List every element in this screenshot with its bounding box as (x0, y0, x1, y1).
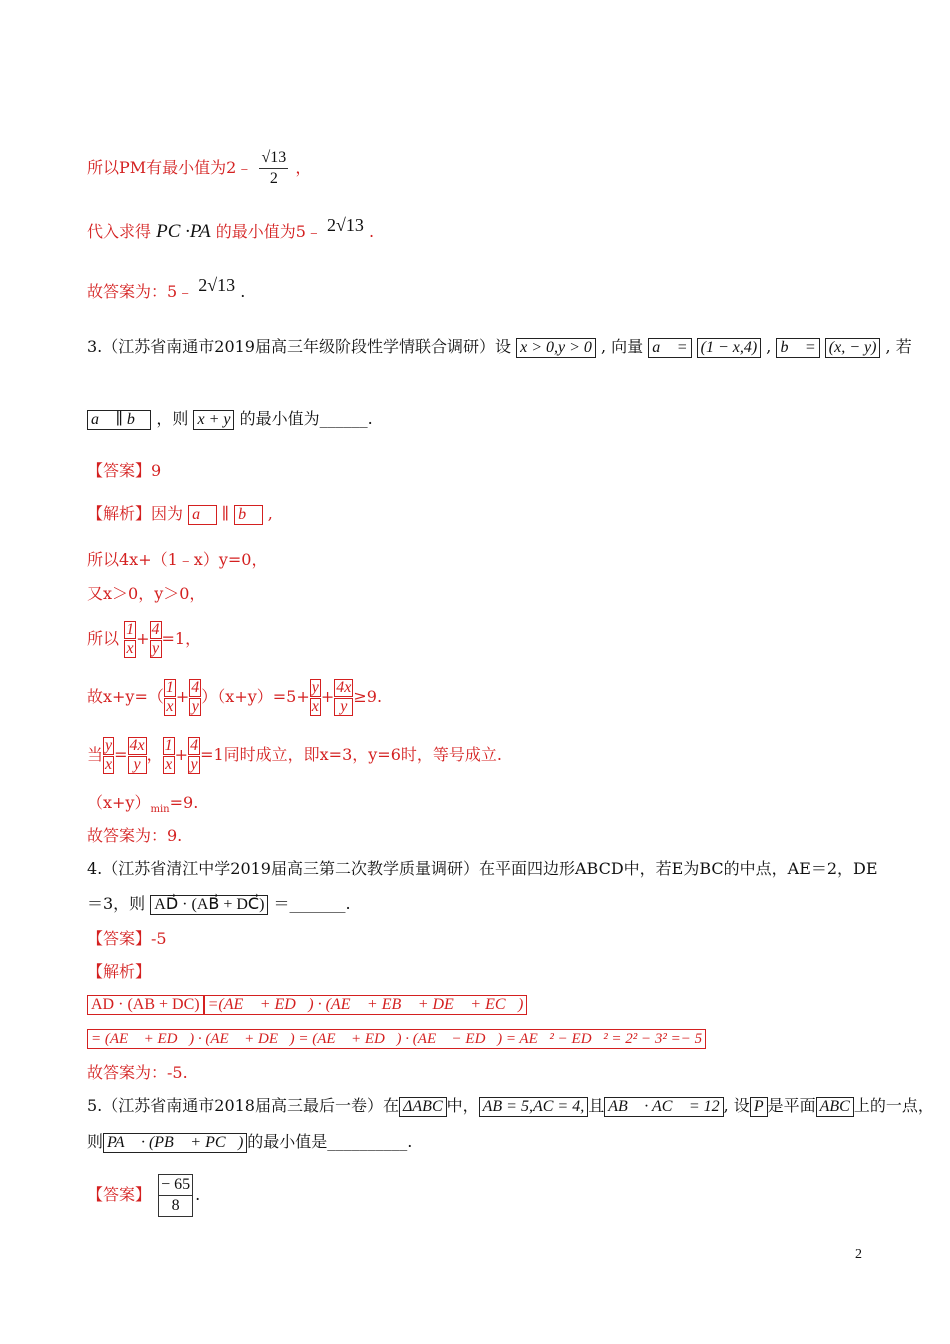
math-box: PA⃗ · (PB⃗ + PC⃗) (103, 1133, 247, 1153)
math-box: (1 − x,4) (697, 338, 762, 358)
analysis-step: 故答案为：9. (87, 826, 183, 845)
solution-answer-line (87, 275, 246, 303)
solution-line-substitute (87, 215, 375, 243)
analysis-label-q4: 【解析】 (87, 962, 152, 981)
answer-label: 【答案】 (87, 461, 152, 480)
text: =9. (169, 793, 199, 812)
text: ≥9. (353, 687, 383, 706)
answer-label: 【答案】 (87, 929, 152, 948)
text: ＝_______. (273, 894, 351, 913)
math-box: b⃗ = (776, 338, 819, 358)
math-value: 2√13 (198, 275, 236, 295)
text: =1， (161, 629, 202, 648)
math-box: =(AE⃗ + ED⃗) · (AE⃗ + EB⃗ + DE⃗ + EC⃗) (204, 995, 528, 1015)
stacked-fraction (103, 736, 114, 775)
numerator: − 65 (159, 1175, 192, 1196)
text: ，则 (156, 409, 189, 428)
stacked-fraction (188, 736, 200, 775)
text: 中， (446, 1096, 479, 1115)
denominator: y (188, 756, 200, 774)
text: . (369, 222, 375, 241)
numerator: 1 (164, 737, 173, 754)
answer-value: 9 (151, 461, 162, 480)
text: , 设 (723, 1096, 750, 1115)
text: 且 (588, 1096, 605, 1115)
numerator: 4 (191, 679, 200, 696)
text: 上的一点， (853, 1096, 934, 1115)
denominator: x (311, 698, 319, 715)
analysis-step (87, 736, 502, 775)
subscript: min (150, 804, 170, 816)
text: ）（x+y）=5+ (201, 687, 310, 706)
numerator: 1 (165, 679, 174, 696)
text: . (195, 1185, 201, 1204)
text: 是平面 (767, 1096, 816, 1115)
analysis-step (87, 993, 527, 1015)
denominator: x (105, 756, 113, 773)
question-3-stem (87, 336, 912, 358)
math-value: 2√13 (327, 215, 364, 235)
denominator: y (189, 698, 201, 716)
math-box: AD · (AB + DC) (87, 995, 204, 1015)
analysis-step: 又x＞0，y＞0， (87, 584, 206, 603)
math-box: P (750, 1097, 768, 1117)
stacked-fraction (334, 678, 353, 717)
text: ， (295, 158, 312, 177)
math-expr: PC ·PA (156, 221, 211, 242)
text: =1同时成立，即x=3，y=6时，等号成立. (200, 745, 502, 764)
math-box: (x, − y) (825, 338, 881, 358)
text: 故x+y=（ (87, 687, 164, 706)
text: 的最小值为______. (239, 409, 373, 428)
text: 的最小值是__________. (247, 1132, 413, 1151)
text: , 若 (885, 337, 912, 356)
answer-fraction (158, 1174, 193, 1217)
text: ∥ (221, 504, 230, 523)
text: 所以PM有最小值为2﹣ (87, 158, 253, 177)
question-4-stem-cont (87, 893, 351, 915)
math-box: AB⃗ · AC⃗ = 12 (604, 1097, 723, 1117)
analysis-step (87, 678, 382, 717)
text: 故答案为：5﹣ (87, 282, 194, 301)
text: 3.（江苏省南通市2019届高三年级阶段性学情联合调研）设 (87, 337, 511, 356)
text: 代入求得 (87, 222, 152, 241)
math-box: a⃗ (188, 505, 216, 525)
denominator: x (163, 756, 175, 774)
math-box: ΔABC (399, 1097, 447, 1117)
math-box: AD⃗ · (AB⃗ + DC⃗) (150, 895, 268, 915)
stacked-fraction (150, 620, 162, 659)
stacked-fraction (164, 678, 176, 717)
solution-line-pm (87, 148, 311, 189)
math-box: ABC (816, 1097, 854, 1117)
denominator: y (334, 698, 353, 716)
math-box: b⃗ (234, 505, 262, 525)
text: + (136, 629, 150, 648)
denominator: x (164, 698, 176, 716)
denominator: 8 (171, 1197, 180, 1214)
analysis-line-q3 (87, 503, 273, 525)
text: = (114, 745, 128, 764)
text: , 向量 (600, 337, 644, 356)
text: ＝3，则 (87, 894, 146, 913)
stacked-fraction (163, 736, 175, 775)
question-3-stem-cont (87, 408, 373, 430)
denominator: 2 (269, 170, 278, 187)
question-5-stem (87, 1095, 934, 1117)
numerator: √13 (259, 148, 288, 169)
numerator: y (105, 737, 113, 754)
numerator: 1 (126, 621, 135, 638)
text: 5.（江苏省南通市2018届高三最后一卷）在 (87, 1096, 399, 1115)
fraction (259, 148, 288, 189)
page-number: 2 (855, 1247, 862, 1262)
text: , (766, 337, 772, 356)
answer-line-q3 (87, 460, 161, 482)
answer-line-q4 (87, 928, 167, 950)
text: ， (146, 745, 163, 764)
text: 则 (87, 1132, 104, 1151)
answer-label: 【答案】 (87, 1185, 152, 1204)
question-5-stem-cont (87, 1131, 412, 1153)
numerator: 4 (151, 621, 160, 638)
answer-line-q5 (87, 1174, 200, 1217)
numerator: y (311, 679, 319, 696)
numerator: 4x (129, 737, 145, 754)
math-box: a⃗ ∥ b⃗ (87, 410, 151, 430)
denominator: y (128, 756, 147, 774)
text: . (240, 282, 246, 301)
math-box: x > 0,y > 0 (516, 338, 596, 358)
analysis-step: 所以4x+（1﹣x）y=0， (87, 550, 268, 569)
denominator: y (150, 640, 162, 658)
numerator: 4 (190, 737, 199, 754)
text: 当 (87, 745, 104, 764)
math-box: a⃗ = (648, 338, 691, 358)
analysis-step (87, 792, 198, 821)
text: 的最小值为5﹣ (215, 222, 322, 241)
stacked-fraction (189, 678, 201, 717)
question-4-stem: 4.（江苏省清江中学2019届高三第二次教学质量调研）在平面四边形ABCD中，若E为BC的中点，AE＝2，DE (87, 859, 878, 878)
answer-value: -5 (151, 929, 167, 948)
analysis-label: 【解析】 (87, 504, 152, 523)
analysis-step (87, 620, 201, 659)
math-box: x + y (193, 410, 234, 430)
numerator: 4x (336, 679, 352, 696)
stacked-fraction (128, 736, 147, 775)
analysis-step (87, 1027, 706, 1049)
text: , (267, 504, 273, 523)
math-box: = (AE⃗ + ED⃗) · (AE⃗ + DE⃗) = (AE⃗ + ED⃗) · (AE⃗ − ED⃗) = AE⃗² − ED⃗² = 2² − 3² =− 5 (87, 1029, 706, 1049)
stacked-fraction (310, 678, 321, 717)
math-box: AB = 5,AC = 4, (479, 1097, 589, 1117)
denominator: x (124, 640, 136, 658)
text: + (175, 687, 190, 706)
text: （x+y） (87, 793, 151, 812)
text: + (320, 687, 335, 706)
analysis-step: 故答案为：-5. (87, 1063, 188, 1082)
text: 因为 (151, 504, 184, 523)
text: 所以 (87, 629, 120, 648)
stacked-fraction (124, 620, 136, 659)
text: + (174, 745, 189, 764)
